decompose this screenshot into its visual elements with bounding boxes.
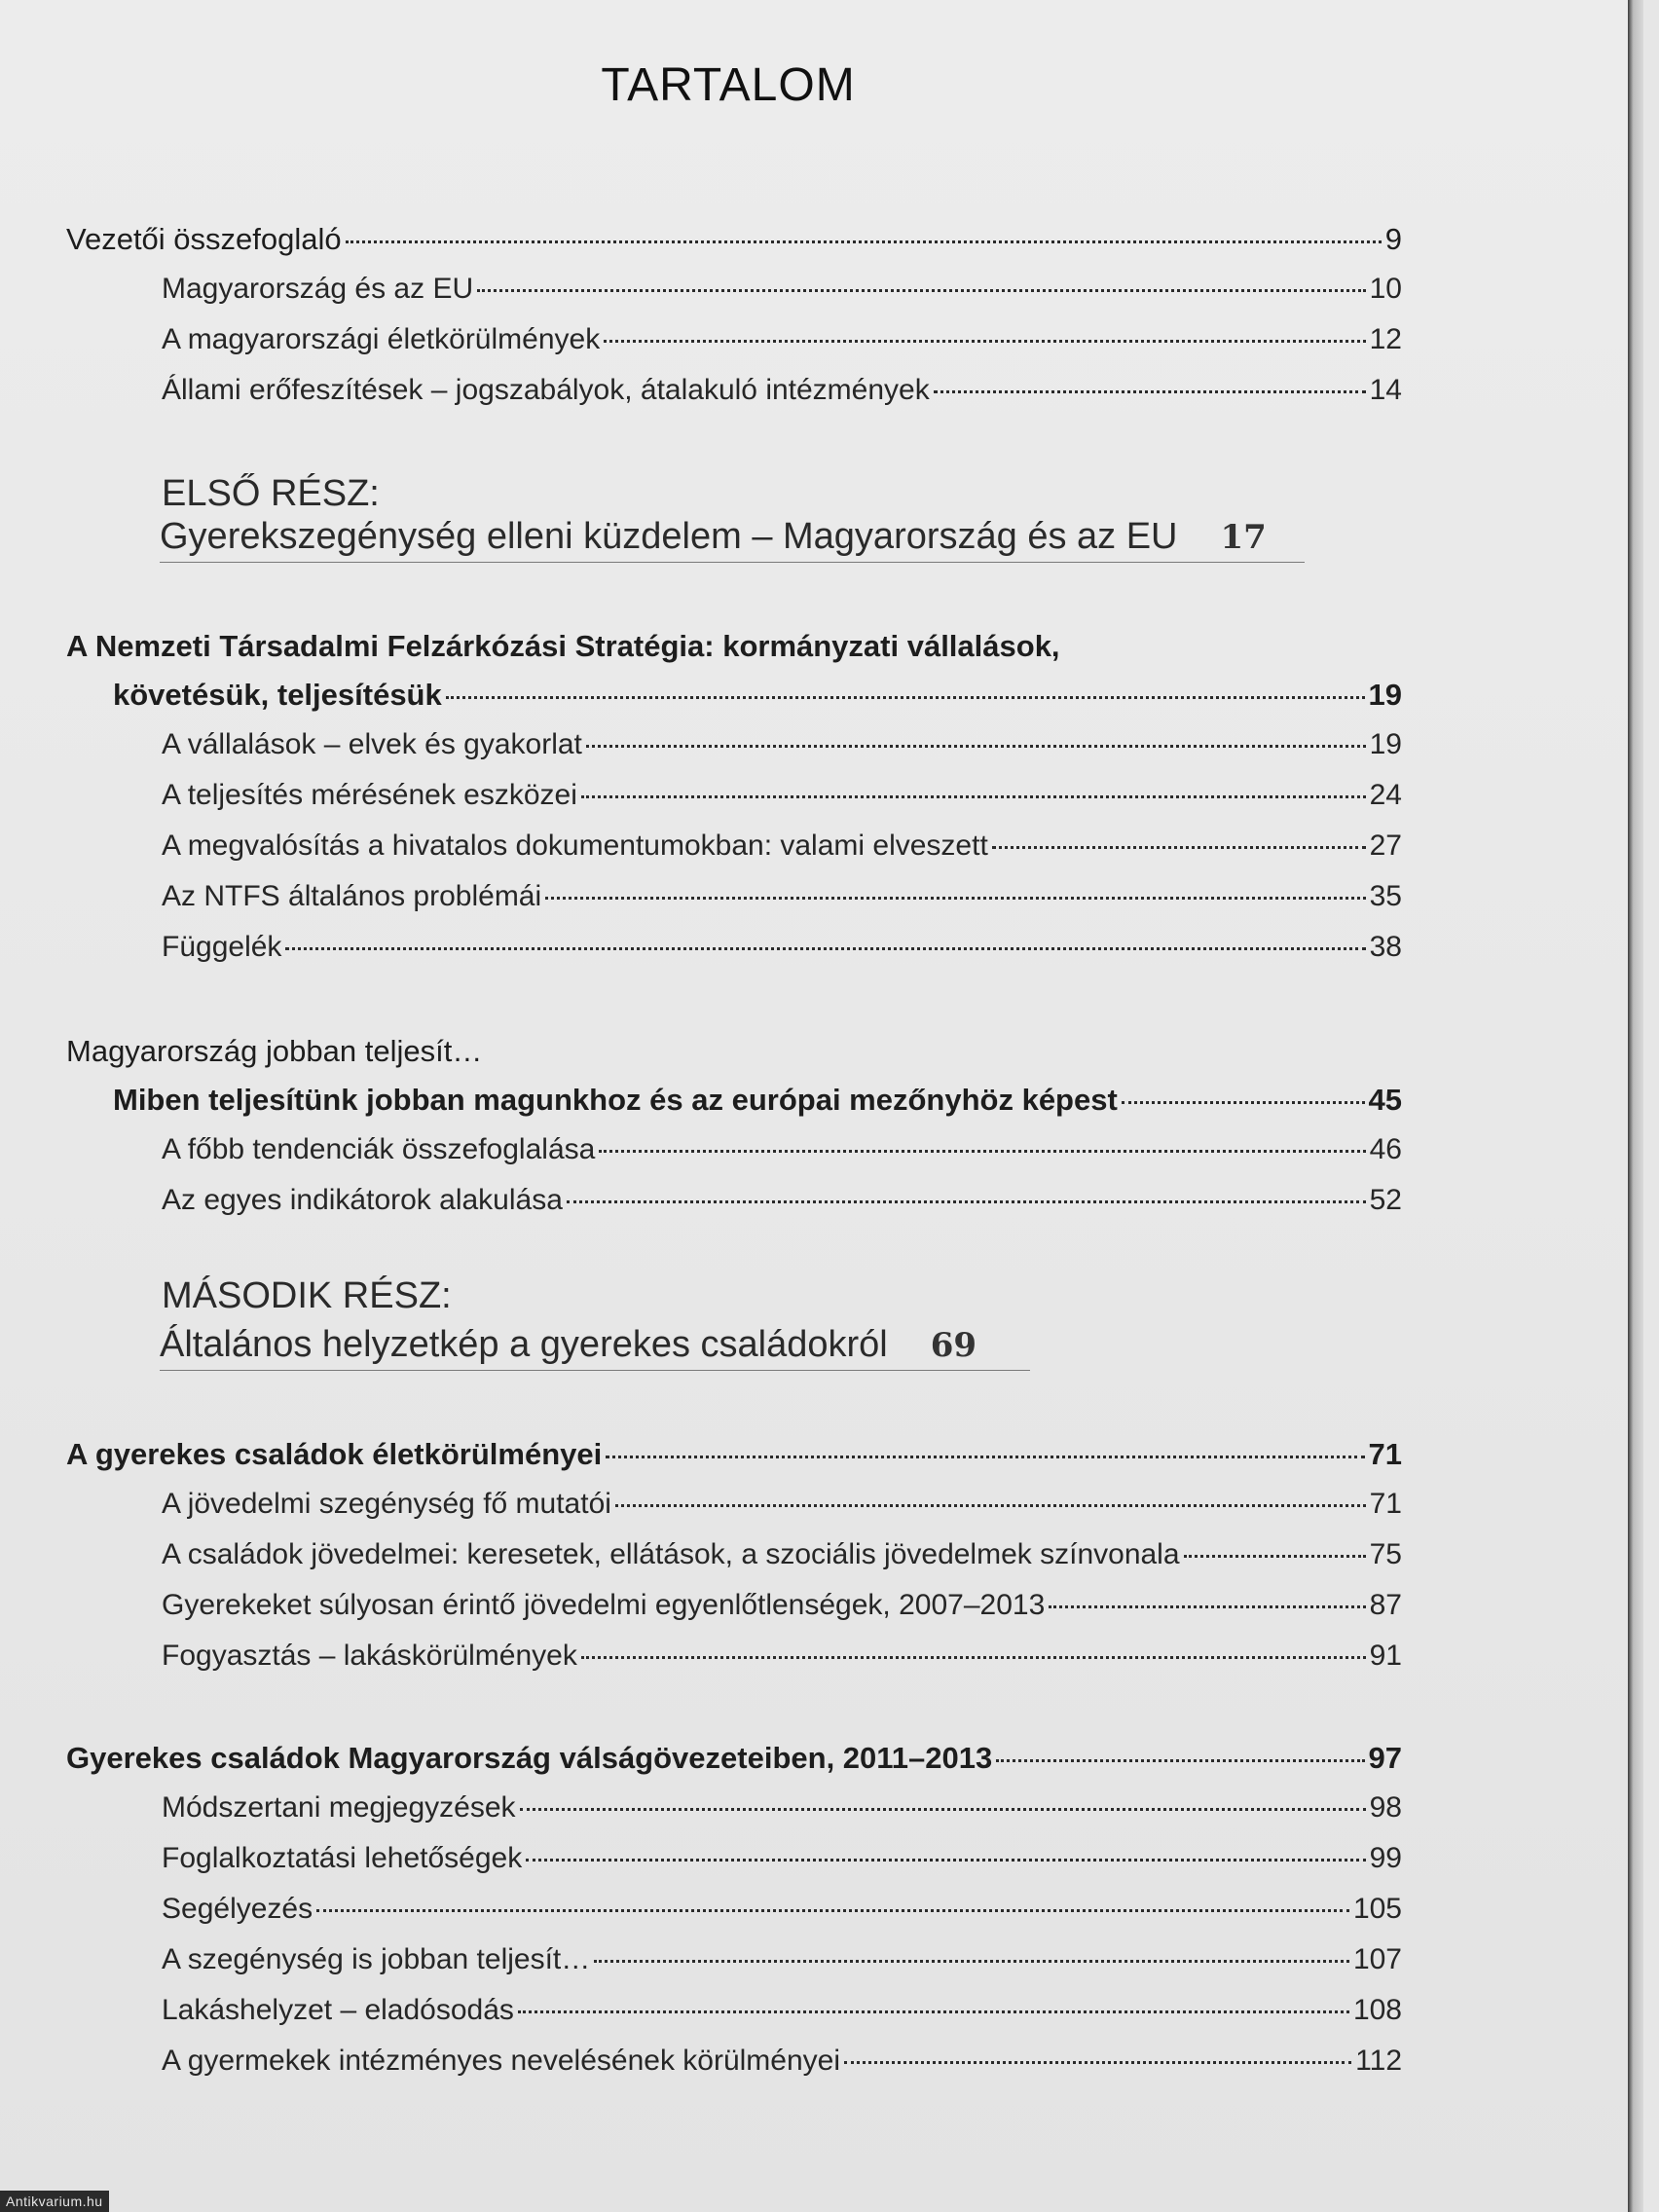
toc-entry[interactable] <box>162 1538 1402 1571</box>
entry-title: Módszertani megjegyzések <box>162 1791 516 1824</box>
entry-page: 19 <box>1368 678 1402 712</box>
dot-leader <box>1122 1101 1365 1104</box>
toc-entry[interactable] <box>162 1184 1402 1217</box>
dot-leader <box>586 745 1366 748</box>
dot-leader <box>526 1859 1365 1862</box>
dot-leader <box>520 1808 1366 1811</box>
toc-entry[interactable] <box>66 1437 1402 1472</box>
toc-section-heading: Magyarország jobban teljesít… <box>66 1034 483 1068</box>
toc-entry[interactable] <box>162 273 1402 306</box>
entry-page: 97 <box>1368 1741 1402 1775</box>
entry-page: 45 <box>1368 1083 1402 1117</box>
toc-entry[interactable] <box>162 728 1402 761</box>
dot-leader <box>1184 1555 1366 1558</box>
entry-title: Függelék <box>162 931 282 963</box>
entry-title: A jövedelmi szegénység fő mutatói <box>162 1488 611 1520</box>
toc-entry[interactable] <box>113 1083 1402 1118</box>
dot-leader <box>1049 1605 1365 1608</box>
dot-leader <box>581 1656 1366 1659</box>
dot-leader <box>346 240 1382 243</box>
dot-leader <box>599 1150 1365 1153</box>
toc-entry[interactable] <box>162 1994 1402 2027</box>
entry-title: Segélyezés <box>162 1893 313 1925</box>
page-title: TARTALOM <box>601 59 856 111</box>
toc-entry[interactable] <box>113 678 1402 713</box>
dot-leader <box>518 2010 1349 2013</box>
entry-title: Az egyes indikátorok alakulása <box>162 1184 563 1216</box>
entry-title: Lakáshelyzet – eladósodás <box>162 1994 514 2026</box>
toc-entry[interactable] <box>162 1943 1402 1976</box>
entry-page: 108 <box>1352 1994 1402 2026</box>
entry-title: A családok jövedelmei: keresetek, ellátások, a szociális jövedelmek színvonala <box>162 1538 1180 1570</box>
entry-page: 14 <box>1369 374 1402 406</box>
entry-title: A magyarországi életkörülmények <box>162 323 601 355</box>
toc-entry[interactable] <box>162 374 1402 407</box>
entry-title: A vállalások – elvek és gyakorlat <box>162 728 582 760</box>
entry-page: 24 <box>1369 779 1402 811</box>
entry-title: követésük, teljesítésük <box>113 678 442 712</box>
entry-page: 91 <box>1369 1640 1402 1672</box>
entry-page: 9 <box>1384 222 1402 256</box>
entry-page: 87 <box>1369 1589 1402 1621</box>
part-one-label: ELSŐ RÉSZ: <box>162 473 380 514</box>
part-page: 69 <box>930 1326 977 1365</box>
dot-leader <box>545 897 1365 900</box>
toc-entry-summary[interactable] <box>66 222 1402 257</box>
entry-title: Az NTFS általános problémái <box>162 880 542 912</box>
toc-entry[interactable] <box>162 2045 1402 2078</box>
entry-page: 75 <box>1369 1538 1402 1570</box>
entry-title: A teljesítés mérésének eszközei <box>162 779 577 811</box>
entry-title: Gyerekeket súlyosan érintő jövedelmi egyenlőtlenségek, 2007–2013 <box>162 1589 1046 1621</box>
entry-page: 46 <box>1369 1133 1402 1165</box>
entry-page: 99 <box>1369 1842 1402 1874</box>
dot-leader <box>844 2061 1351 2064</box>
toc-entry[interactable] <box>162 323 1402 356</box>
entry-page: 71 <box>1369 1488 1402 1520</box>
dot-leader <box>604 340 1365 343</box>
dot-leader <box>615 1504 1366 1507</box>
entry-page: 10 <box>1369 273 1402 305</box>
entry-page: 107 <box>1352 1943 1402 1975</box>
dot-leader <box>581 795 1366 798</box>
toc-entry[interactable] <box>162 1640 1402 1673</box>
watermark: Antikvarium.hu <box>0 2191 109 2212</box>
part-title-text: Általános helyzetkép a gyerekes családokról <box>160 1324 888 1365</box>
toc-entry[interactable] <box>162 779 1402 812</box>
entry-page: 52 <box>1369 1184 1402 1216</box>
entry-title: A gyermekek intézményes nevelésének körülményei <box>162 2045 841 2077</box>
entry-title: Fogyasztás – lakáskörülmények <box>162 1640 577 1672</box>
toc-entry[interactable] <box>162 931 1402 964</box>
entry-page: 12 <box>1369 323 1402 355</box>
toc-entry[interactable] <box>162 1893 1402 1926</box>
part-title-text: Gyerekszegénység elleni küzdelem – Magyarország és az EU <box>160 516 1178 557</box>
dot-leader <box>567 1200 1366 1203</box>
entry-title: Foglalkoztatási lehetőségek <box>162 1842 523 1874</box>
toc-entry[interactable] <box>66 1741 1402 1776</box>
entry-page: 35 <box>1369 880 1402 912</box>
entry-page: 112 <box>1355 2045 1402 2077</box>
entry-page: 98 <box>1369 1791 1402 1824</box>
entry-title: A főbb tendenciák összefoglalása <box>162 1133 596 1165</box>
toc-entry[interactable] <box>162 1589 1402 1622</box>
entry-page: 38 <box>1369 931 1402 963</box>
entry-page: 105 <box>1352 1893 1402 1925</box>
entry-page: 71 <box>1368 1437 1402 1471</box>
entry-page: 19 <box>1369 728 1402 760</box>
dot-leader <box>446 696 1365 699</box>
dot-leader <box>606 1456 1364 1458</box>
dot-leader <box>477 289 1365 292</box>
dot-leader <box>316 1909 1349 1912</box>
toc-entry[interactable] <box>162 830 1402 863</box>
entry-title: A megvalósítás a hivatalos dokumentumokban: valami elveszett <box>162 830 988 862</box>
part-two-title[interactable] <box>160 1324 1030 1371</box>
toc-entry[interactable] <box>162 1791 1402 1825</box>
entry-title: Állami erőfeszítések – jogszabályok, átalakuló intézmények <box>162 374 930 406</box>
entry-title: A szegénység is jobban teljesít… <box>162 1943 591 1975</box>
dot-leader <box>934 390 1366 393</box>
dot-leader <box>992 846 1366 849</box>
part-one-title[interactable] <box>160 516 1305 563</box>
entry-page: 27 <box>1369 830 1402 862</box>
toc-section-heading: A Nemzeti Társadalmi Felzárkózási Stratégia: kormányzati vállalások, <box>66 629 1060 663</box>
toc-entry[interactable] <box>162 880 1402 913</box>
entry-title: Miben teljesítünk jobban magunkhoz és az európai mezőnyhöz képest <box>113 1083 1118 1117</box>
page-edge <box>1628 0 1643 2212</box>
entry-title: Vezetői összefoglaló <box>66 222 342 256</box>
toc-entry[interactable] <box>162 1488 1402 1521</box>
entry-title: Gyerekes családok Magyarország válságövezeteiben, 2011–2013 <box>66 1741 993 1775</box>
entry-title: A gyerekes családok életkörülményei <box>66 1437 603 1471</box>
part-two-label: MÁSODIK RÉSZ: <box>162 1275 452 1316</box>
dot-leader <box>996 1759 1364 1762</box>
toc-entry[interactable] <box>162 1133 1402 1166</box>
part-page: 17 <box>1220 518 1267 557</box>
dot-leader <box>285 947 1365 950</box>
entry-title: Magyarország és az EU <box>162 273 474 305</box>
toc-entry[interactable] <box>162 1842 1402 1875</box>
dot-leader <box>594 1960 1349 1963</box>
